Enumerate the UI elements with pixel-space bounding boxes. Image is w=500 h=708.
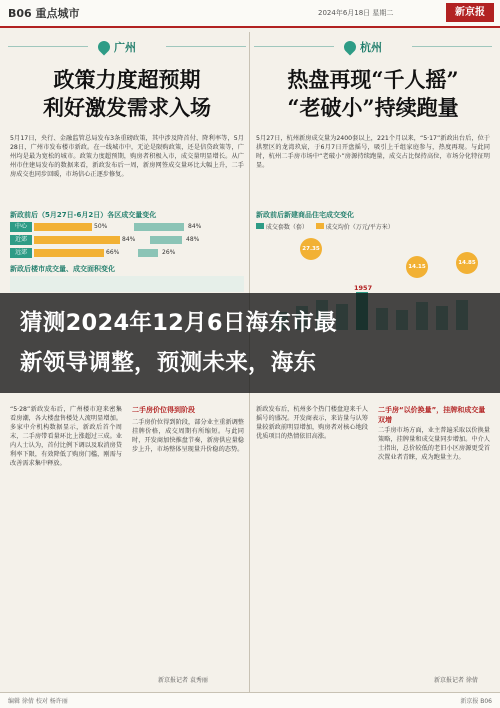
price-bubble: 27.35 [300,238,322,260]
city-tag [344,38,382,56]
chart-title: 新政后楼市成交量、成交面积变化 [10,265,115,273]
city-name: 杭州 [360,41,382,54]
intro-paragraph: 5月17日，央行、金融监管总局发布3条重磅政策，其中涉及降首付、降利率等，5月28日，广州市发布楼市新政。在一线城市中，无论是限购政策，还是信贷政策等，广州均是最为宽松的城市。政策力度超预期，购房者积极入市，成交量明显增长。从广州市住建局发布的数据来看，新政发布后一周，新房网签成交量环比大幅上升，二手房成交也同步回暖，市场信心正逐步修复。 [10,135,244,178]
bar [34,236,120,244]
row-label: 近郊 [10,235,32,245]
headline-line-1: 热盘再现“千人摇” [287,67,459,92]
headline-line-2: 利好激发需求入场 [43,95,211,120]
location-pin-icon [96,39,113,56]
city-name: 广州 [114,41,136,54]
value-label: 26% [162,249,176,256]
city-rule [254,46,334,47]
bar [134,223,184,231]
masthead [0,0,500,28]
value-label: 84% [188,223,202,230]
byline: 新京报记者 袁秀丽 [158,677,208,684]
city-rule [8,46,88,47]
legend-label: 成交套数（套） [265,224,308,231]
footer-page: 新京报 B06 [460,698,492,705]
subheading: 二手房“以价换量”，挂牌和成交量双增 [378,406,486,424]
body-column: 二手房价位得到阶段，部分业主重新调整挂牌价格，成交周期有所缩短。与此同时，开发商加快推盘节奏，新房供应量稳步上升，市场整体呈现量升价稳的态势。 [132,419,244,453]
city-rule [412,46,492,47]
price-bubble: 14.15 [406,256,428,278]
issue-date: 2024年6月18日 星期二 [318,9,394,17]
caption-overlay [0,293,500,393]
row-label: 中心 [10,222,32,232]
subheading: 二手房价位得到阶段 [132,406,195,414]
footer-credit: 编辑 徐倩 校对 杨许丽 [8,698,68,705]
value-label: 66% [106,249,120,256]
value-label: 84% [122,236,136,243]
bar [34,249,104,257]
row-label: 远郊 [10,248,32,258]
bar [138,249,158,257]
overlay-title-line-1: 猜测2024年12月6日海东市最 [20,310,337,336]
district-volume-chart [10,222,244,284]
overlay-title-line-2: 新领导调整，预测未来，海东 [20,350,317,376]
headline-line-2: “老破小”持续跑量 [287,95,459,120]
bar [150,236,182,244]
price-bubble: 14.85 [456,252,478,274]
value-label: 50% [94,223,108,230]
legend-label: 成交均价（万元/平方米） [325,224,394,231]
body-column: “5·28”新政发布后，广州楼市迎来密集看房潮，各大楼盘售楼处人流明显增加。多家中介机构数据显示，新政后首个周末，二手房带看量环比上涨超过三成。业内人士认为，首付比例下调以及取消房贷利率下限，有效降低了购房门槛，刚需与改善需求集中释放。 [10,406,122,467]
page-footer [0,692,500,708]
byline: 新京报记者 徐倩 [434,677,478,684]
chart-title: 新政前后新建商品住宅成交变化 [256,211,354,219]
chart-row [10,235,244,245]
chart-row [10,222,244,232]
legend-swatch [256,223,264,229]
body-column: 新政发布后，杭州多个热门楼盘迎来千人摇号的盛况。开发商表示，来访量与认筹量较新政前明显增加，购房者对核心地段优质项目的热情依旧高涨。 [256,406,368,440]
chart-strip [10,276,244,292]
newspaper-logo: 新京报 [446,3,494,22]
intro-paragraph: 5月27日，杭州新房成交量为2400套以上，221个月以来，“5·17”新政出台后，位于拱墅区的龙湾玖宸，于6月7日开盘摇号，吸引上千组家庭参与，热度再现。与此同时，杭州二手房市场中“老破小”房源持续跑量，成交占比保持高位，市场分化特征明显。 [256,135,490,169]
location-pin-icon [342,39,359,56]
city-tag [98,38,136,56]
peak-value-label: 1957 [354,284,373,292]
chart-row [10,248,244,258]
legend-swatch [316,223,324,229]
body-column: 二手房市场方面，业主普遍采取以价换量策略，挂牌量和成交量同步增加。中介人士指出，总价较低的老旧小区房源更受首次置业者青睐，成为跑量主力。 [378,427,490,461]
city-rule [166,46,246,47]
bar [34,223,92,231]
headline-line-1: 政策力度超预期 [53,67,201,92]
section-title: B06 重点城市 [8,7,80,20]
chart-title: 新政前后（5月27日-6月2日）各区成交量变化 [10,211,157,219]
value-label: 48% [186,236,200,243]
